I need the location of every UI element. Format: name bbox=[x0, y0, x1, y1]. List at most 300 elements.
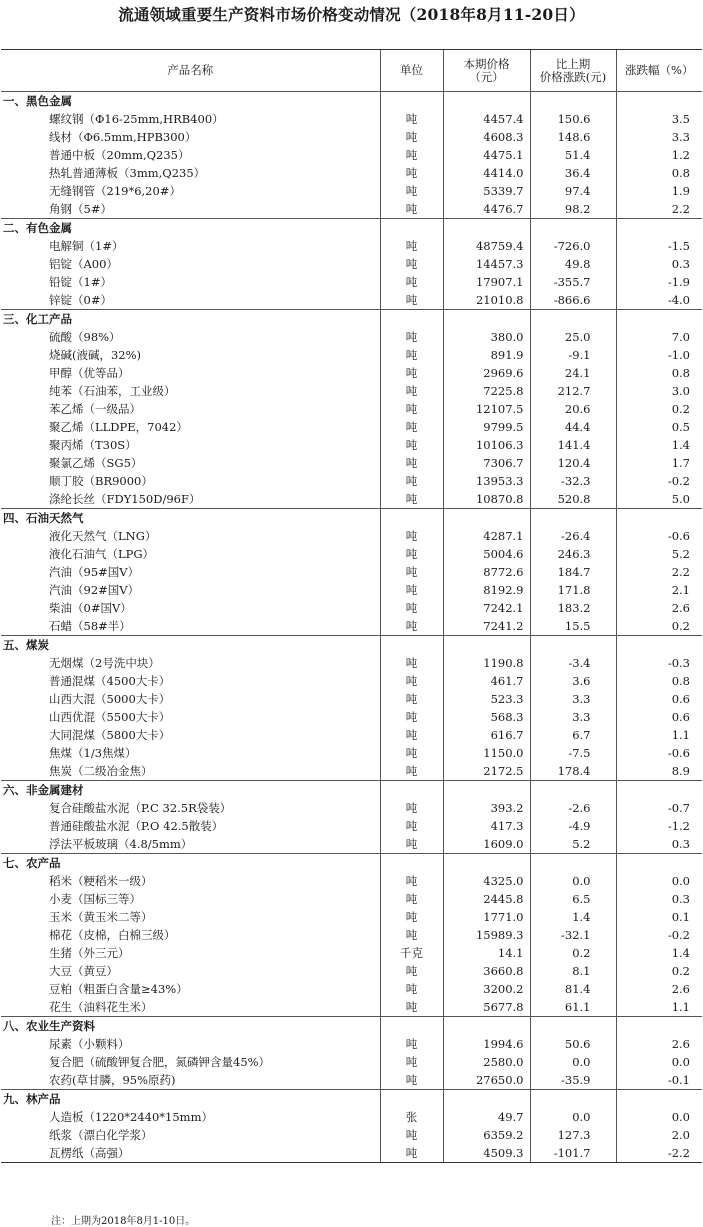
percent-cell: 0.6 bbox=[616, 708, 702, 726]
page-title: 流通领域重要生产资料市场价格变动情况（2018年8月11-20日） bbox=[118, 5, 585, 24]
unit-cell: 吨 bbox=[380, 273, 443, 291]
change-cell: 8.1 bbox=[530, 962, 616, 980]
unit-cell: 吨 bbox=[380, 563, 443, 581]
product-name: 复合硅酸盐水泥（P.C 32.5R袋装） bbox=[49, 801, 232, 815]
change-cell: 183.2 bbox=[530, 599, 616, 617]
price-cell: 4325.0 bbox=[443, 872, 530, 890]
table-row bbox=[1, 200, 702, 219]
product-name: 聚丙烯（T30S） bbox=[49, 438, 137, 452]
change-cell: -32.3 bbox=[530, 472, 616, 490]
table-row bbox=[1, 599, 702, 617]
unit-cell: 吨 bbox=[380, 690, 443, 708]
unit-cell: 吨 bbox=[380, 908, 443, 926]
percent-cell: 1.1 bbox=[616, 998, 702, 1017]
product-name: 聚氯乙烯（SG5） bbox=[49, 456, 143, 470]
empty-cell bbox=[530, 509, 616, 528]
price-cell: 4475.1 bbox=[443, 146, 530, 164]
price-cell: 6359.2 bbox=[443, 1126, 530, 1144]
table-row bbox=[1, 273, 702, 291]
percent-cell: 5.2 bbox=[616, 545, 702, 563]
empty-cell bbox=[616, 781, 702, 800]
table-row bbox=[1, 799, 702, 817]
change-cell: -726.0 bbox=[530, 237, 616, 255]
price-cell: 2172.5 bbox=[443, 762, 530, 781]
unit-cell: 吨 bbox=[380, 799, 443, 817]
table-row bbox=[1, 164, 702, 182]
price-cell: 14457.3 bbox=[443, 255, 530, 273]
percent-cell: 1.1 bbox=[616, 726, 702, 744]
empty-cell bbox=[380, 781, 443, 800]
unit-cell: 千克 bbox=[380, 944, 443, 962]
table-row bbox=[1, 708, 702, 726]
price-cell: 1994.6 bbox=[443, 1035, 530, 1053]
unit-cell: 吨 bbox=[380, 726, 443, 744]
category-row bbox=[1, 92, 702, 111]
product-name: 螺纹钢（Φ16-25mm,HRB400） bbox=[49, 112, 224, 126]
product-name: 柴油（0#国Ⅴ） bbox=[49, 601, 132, 615]
change-cell: 3.3 bbox=[530, 708, 616, 726]
price-cell: 4476.7 bbox=[443, 200, 530, 219]
product-name: 石蜡（58#半） bbox=[49, 619, 131, 633]
header-change-line2: 价格涨跌(元) bbox=[539, 69, 607, 84]
empty-cell bbox=[530, 219, 616, 238]
change-cell: 15.5 bbox=[530, 617, 616, 636]
change-cell: 98.2 bbox=[530, 200, 616, 219]
change-cell: 0.0 bbox=[530, 872, 616, 890]
category-name: 三、化工产品 bbox=[1, 310, 380, 329]
table-row bbox=[1, 744, 702, 762]
header-unit: 单位 bbox=[380, 50, 443, 92]
empty-cell bbox=[616, 1017, 702, 1036]
table-row bbox=[1, 364, 702, 382]
product-name: 稻米（粳稻米一级） bbox=[49, 874, 153, 888]
price-cell: 417.3 bbox=[443, 817, 530, 835]
category-name: 七、农产品 bbox=[1, 854, 380, 873]
empty-cell bbox=[380, 509, 443, 528]
price-cell: 4287.1 bbox=[443, 527, 530, 545]
change-cell: -2.6 bbox=[530, 799, 616, 817]
empty-cell bbox=[530, 854, 616, 873]
unit-cell: 吨 bbox=[380, 617, 443, 636]
empty-cell bbox=[530, 781, 616, 800]
change-cell: 184.7 bbox=[530, 563, 616, 581]
percent-cell: 5.0 bbox=[616, 490, 702, 509]
product-name: 涤纶长丝（FDY150D/96F） bbox=[49, 492, 201, 506]
empty-cell bbox=[443, 854, 530, 873]
change-cell: 1.4 bbox=[530, 908, 616, 926]
unit-cell: 吨 bbox=[380, 128, 443, 146]
empty-cell bbox=[616, 310, 702, 329]
price-cell: 523.3 bbox=[443, 690, 530, 708]
table-header-row bbox=[1, 50, 702, 92]
percent-cell: 1.4 bbox=[616, 944, 702, 962]
percent-cell: -2.2 bbox=[616, 1144, 702, 1163]
percent-cell: -0.2 bbox=[616, 926, 702, 944]
table-row bbox=[1, 237, 702, 255]
table-row bbox=[1, 1035, 702, 1053]
change-cell: -7.5 bbox=[530, 744, 616, 762]
product-name: 花生（油料花生米） bbox=[49, 1000, 153, 1014]
percent-cell: -0.1 bbox=[616, 1071, 702, 1090]
table-row bbox=[1, 128, 702, 146]
unit-cell: 吨 bbox=[380, 182, 443, 200]
change-cell: 212.7 bbox=[530, 382, 616, 400]
product-name: 普通混煤（4500大卡） bbox=[49, 674, 171, 688]
unit-cell: 吨 bbox=[380, 1053, 443, 1071]
table-row bbox=[1, 690, 702, 708]
table-row bbox=[1, 962, 702, 980]
table-row bbox=[1, 110, 702, 128]
product-name: 焦煤（1/3焦煤） bbox=[49, 746, 137, 760]
empty-cell bbox=[530, 310, 616, 329]
unit-cell: 吨 bbox=[380, 998, 443, 1017]
product-name: 普通硅酸盐水泥（P.O 42.5散装） bbox=[49, 819, 224, 833]
change-cell: 6.7 bbox=[530, 726, 616, 744]
percent-cell: 3.0 bbox=[616, 382, 702, 400]
percent-cell: 7.0 bbox=[616, 328, 702, 346]
table-row bbox=[1, 835, 702, 854]
empty-cell bbox=[443, 781, 530, 800]
unit-cell: 吨 bbox=[380, 291, 443, 310]
change-cell: 0.0 bbox=[530, 1053, 616, 1071]
product-name: 焦炭（二级冶金焦） bbox=[49, 764, 153, 778]
change-cell: -9.1 bbox=[530, 346, 616, 364]
empty-cell bbox=[616, 92, 702, 111]
percent-cell: 0.2 bbox=[616, 617, 702, 636]
change-cell: 36.4 bbox=[530, 164, 616, 182]
table-row bbox=[1, 1144, 702, 1163]
product-name: 纯苯（石油苯，工业级） bbox=[49, 384, 176, 398]
product-name: 大同混煤（5800大卡） bbox=[49, 728, 171, 742]
product-name: 铝锭（A00） bbox=[49, 257, 118, 271]
price-cell: 4414.0 bbox=[443, 164, 530, 182]
table-row bbox=[1, 944, 702, 962]
percent-cell: 0.1 bbox=[616, 908, 702, 926]
unit-cell: 张 bbox=[380, 1108, 443, 1126]
change-cell: -866.6 bbox=[530, 291, 616, 310]
empty-cell bbox=[380, 310, 443, 329]
table-row bbox=[1, 328, 702, 346]
table-row bbox=[1, 817, 702, 835]
table-row bbox=[1, 255, 702, 273]
unit-cell: 吨 bbox=[380, 400, 443, 418]
change-cell: 24.1 bbox=[530, 364, 616, 382]
empty-cell bbox=[530, 636, 616, 655]
unit-cell: 吨 bbox=[380, 581, 443, 599]
unit-cell: 吨 bbox=[380, 817, 443, 835]
table-row bbox=[1, 490, 702, 509]
price-cell: 3200.2 bbox=[443, 980, 530, 998]
price-cell: 7225.8 bbox=[443, 382, 530, 400]
price-cell: 12107.5 bbox=[443, 400, 530, 418]
percent-cell: 0.0 bbox=[616, 1053, 702, 1071]
change-cell: -32.1 bbox=[530, 926, 616, 944]
header-price bbox=[443, 50, 530, 92]
table-row bbox=[1, 762, 702, 781]
header-price-line1: 本期价格 bbox=[463, 56, 510, 71]
unit-cell: 吨 bbox=[380, 545, 443, 563]
table-row bbox=[1, 1126, 702, 1144]
product-name: 农药(草甘膦，95%原药) bbox=[49, 1073, 176, 1087]
product-name: 苯乙烯（一级品） bbox=[49, 402, 141, 416]
unit-cell: 吨 bbox=[380, 1144, 443, 1163]
percent-cell: 0.8 bbox=[616, 364, 702, 382]
table-row bbox=[1, 418, 702, 436]
price-cell: 2580.0 bbox=[443, 1053, 530, 1071]
table-row bbox=[1, 581, 702, 599]
price-cell: 13953.3 bbox=[443, 472, 530, 490]
percent-cell: 2.2 bbox=[616, 563, 702, 581]
unit-cell: 吨 bbox=[380, 708, 443, 726]
change-cell: 3.6 bbox=[530, 672, 616, 690]
header-change-line1: 比上期 bbox=[555, 56, 591, 71]
table-row bbox=[1, 382, 702, 400]
product-name: 浮法平板玻璃（4.8/5mm） bbox=[49, 837, 193, 851]
empty-cell bbox=[380, 1090, 443, 1109]
product-name: 液化石油气（LPG） bbox=[49, 547, 155, 561]
change-cell: 25.0 bbox=[530, 328, 616, 346]
price-cell: 1771.0 bbox=[443, 908, 530, 926]
product-name: 无烟煤（2号洗中块） bbox=[49, 656, 160, 670]
table-row bbox=[1, 980, 702, 998]
product-name: 热轧普通薄板（3mm,Q235） bbox=[49, 166, 206, 180]
percent-cell: -0.2 bbox=[616, 472, 702, 490]
category-name: 二、有色金属 bbox=[1, 219, 380, 238]
category-row bbox=[1, 854, 702, 873]
product-name: 纸浆（漂白化学浆） bbox=[49, 1128, 153, 1142]
percent-cell: 0.2 bbox=[616, 400, 702, 418]
percent-cell: 0.3 bbox=[616, 255, 702, 273]
price-cell: 3660.8 bbox=[443, 962, 530, 980]
percent-cell: -1.0 bbox=[616, 346, 702, 364]
price-cell: 1609.0 bbox=[443, 835, 530, 854]
product-name: 烧碱(液碱，32%) bbox=[49, 348, 142, 362]
category-row bbox=[1, 636, 702, 655]
price-cell: 1190.8 bbox=[443, 654, 530, 672]
empty-cell bbox=[380, 1017, 443, 1036]
table-row bbox=[1, 672, 702, 690]
percent-cell: -1.2 bbox=[616, 817, 702, 835]
table-row bbox=[1, 926, 702, 944]
change-cell: 171.8 bbox=[530, 581, 616, 599]
price-cell: 2969.6 bbox=[443, 364, 530, 382]
unit-cell: 吨 bbox=[380, 890, 443, 908]
price-cell: 7242.1 bbox=[443, 599, 530, 617]
unit-cell: 吨 bbox=[380, 1071, 443, 1090]
footnote: 注：上期为2018年8月1-10日。 bbox=[51, 1216, 196, 1227]
header-change bbox=[530, 50, 616, 92]
percent-cell: -0.6 bbox=[616, 527, 702, 545]
category-name: 一、黑色金属 bbox=[1, 92, 380, 111]
change-cell: 20.6 bbox=[530, 400, 616, 418]
unit-cell: 吨 bbox=[380, 744, 443, 762]
percent-cell: 0.0 bbox=[616, 1108, 702, 1126]
unit-cell: 吨 bbox=[380, 346, 443, 364]
percent-cell: 8.9 bbox=[616, 762, 702, 781]
percent-cell: 2.2 bbox=[616, 200, 702, 219]
product-name: 山西优混（5500大卡） bbox=[49, 710, 171, 724]
percent-cell: 2.1 bbox=[616, 581, 702, 599]
empty-cell bbox=[530, 1017, 616, 1036]
change-cell: 50.6 bbox=[530, 1035, 616, 1053]
empty-cell bbox=[443, 509, 530, 528]
empty-cell bbox=[380, 854, 443, 873]
percent-cell: 1.7 bbox=[616, 454, 702, 472]
empty-cell bbox=[616, 636, 702, 655]
product-name: 人造板（1220*2440*15mm） bbox=[49, 1110, 213, 1124]
price-cell: 8192.9 bbox=[443, 581, 530, 599]
product-name: 线材（Φ6.5mm,HPB300） bbox=[49, 130, 197, 144]
product-name: 铅锭（1#） bbox=[49, 275, 112, 289]
table-row bbox=[1, 527, 702, 545]
empty-cell bbox=[443, 1090, 530, 1109]
category-row bbox=[1, 1090, 702, 1109]
empty-cell bbox=[380, 636, 443, 655]
category-name: 五、煤炭 bbox=[1, 636, 380, 655]
change-cell: -35.9 bbox=[530, 1071, 616, 1090]
percent-cell: 1.9 bbox=[616, 182, 702, 200]
price-cell: 9799.5 bbox=[443, 418, 530, 436]
percent-cell: 2.6 bbox=[616, 980, 702, 998]
product-name: 玉米（黄玉米二等） bbox=[49, 910, 153, 924]
category-name: 八、农业生产资料 bbox=[1, 1017, 380, 1036]
product-name: 甲醇（优等品） bbox=[49, 366, 130, 380]
percent-cell: 0.8 bbox=[616, 672, 702, 690]
header-percent: 涨跌幅（%） bbox=[616, 50, 702, 92]
empty-cell bbox=[443, 310, 530, 329]
table-row bbox=[1, 182, 702, 200]
table-row bbox=[1, 146, 702, 164]
table-row bbox=[1, 1071, 702, 1090]
change-cell: 127.3 bbox=[530, 1126, 616, 1144]
unit-cell: 吨 bbox=[380, 146, 443, 164]
table-row bbox=[1, 654, 702, 672]
change-cell: 246.3 bbox=[530, 545, 616, 563]
empty-cell bbox=[443, 219, 530, 238]
price-cell: 7306.7 bbox=[443, 454, 530, 472]
table-row bbox=[1, 291, 702, 310]
percent-cell: 0.2 bbox=[616, 962, 702, 980]
change-cell: -3.4 bbox=[530, 654, 616, 672]
category-row bbox=[1, 219, 702, 238]
category-row bbox=[1, 310, 702, 329]
change-cell: 61.1 bbox=[530, 998, 616, 1017]
change-cell: 150.6 bbox=[530, 110, 616, 128]
category-name: 四、石油天然气 bbox=[1, 509, 380, 528]
price-cell: 393.2 bbox=[443, 799, 530, 817]
table-row bbox=[1, 472, 702, 490]
unit-cell: 吨 bbox=[380, 472, 443, 490]
change-cell: -26.4 bbox=[530, 527, 616, 545]
category-row bbox=[1, 781, 702, 800]
unit-cell: 吨 bbox=[380, 364, 443, 382]
percent-cell: 2.6 bbox=[616, 1035, 702, 1053]
product-name: 豆粕（粗蛋白含量≥43%） bbox=[49, 982, 188, 996]
empty-cell bbox=[443, 636, 530, 655]
product-name: 山西大混（5000大卡） bbox=[49, 692, 171, 706]
percent-cell: -1.9 bbox=[616, 273, 702, 291]
price-cell: 5677.8 bbox=[443, 998, 530, 1017]
percent-cell: 0.5 bbox=[616, 418, 702, 436]
percent-cell: -0.6 bbox=[616, 744, 702, 762]
table-row bbox=[1, 1053, 702, 1071]
empty-cell bbox=[380, 219, 443, 238]
category-name: 六、非金属建材 bbox=[1, 781, 380, 800]
product-name: 顺丁胶（BR9000） bbox=[49, 474, 153, 488]
change-cell: 141.4 bbox=[530, 436, 616, 454]
change-cell: 5.2 bbox=[530, 835, 616, 854]
change-cell: 44.4 bbox=[530, 418, 616, 436]
product-name: 普通中板（20mm,Q235） bbox=[49, 148, 190, 162]
product-name: 大豆（黄豆） bbox=[49, 964, 118, 978]
table-row bbox=[1, 545, 702, 563]
percent-cell: 1.2 bbox=[616, 146, 702, 164]
price-cell: 5004.6 bbox=[443, 545, 530, 563]
empty-cell bbox=[380, 92, 443, 111]
table-row bbox=[1, 872, 702, 890]
price-table bbox=[1, 49, 702, 1163]
unit-cell: 吨 bbox=[380, 255, 443, 273]
percent-cell: -1.5 bbox=[616, 237, 702, 255]
header-product-name: 产品名称 bbox=[1, 50, 380, 92]
price-cell: 4509.3 bbox=[443, 1144, 530, 1163]
table-row bbox=[1, 726, 702, 744]
change-cell: -4.9 bbox=[530, 817, 616, 835]
price-cell: 8772.6 bbox=[443, 563, 530, 581]
change-cell: 49.8 bbox=[530, 255, 616, 273]
table-row bbox=[1, 563, 702, 581]
header-price-line2: （元） bbox=[469, 69, 504, 84]
unit-cell: 吨 bbox=[380, 200, 443, 219]
empty-cell bbox=[616, 854, 702, 873]
product-name: 硫酸（98%） bbox=[49, 330, 121, 344]
product-name: 锌锭（0#） bbox=[49, 293, 112, 307]
percent-cell: 2.0 bbox=[616, 1126, 702, 1144]
table-row bbox=[1, 454, 702, 472]
product-name: 瓦楞纸（高强） bbox=[1, 1144, 380, 1163]
percent-cell: 3.5 bbox=[616, 110, 702, 128]
unit-cell: 吨 bbox=[380, 962, 443, 980]
price-cell: 4608.3 bbox=[443, 128, 530, 146]
table-row bbox=[1, 908, 702, 926]
product-name: 尿素（小颗料） bbox=[49, 1037, 130, 1051]
percent-cell: 0.3 bbox=[616, 890, 702, 908]
unit-cell: 吨 bbox=[380, 654, 443, 672]
change-cell: 97.4 bbox=[530, 182, 616, 200]
percent-cell: 0.6 bbox=[616, 690, 702, 708]
change-cell: 6.5 bbox=[530, 890, 616, 908]
product-name: 棉花（皮棉，白棉三级） bbox=[49, 928, 176, 942]
product-name: 小麦（国标三等） bbox=[49, 892, 141, 906]
price-cell: 10870.8 bbox=[443, 490, 530, 509]
product-name: 汽油（95#国Ⅴ） bbox=[49, 565, 140, 579]
price-cell: 48759.4 bbox=[443, 237, 530, 255]
price-cell: 461.7 bbox=[443, 672, 530, 690]
percent-cell: 1.4 bbox=[616, 436, 702, 454]
unit-cell: 吨 bbox=[380, 1035, 443, 1053]
product-name: 复合肥（硫酸钾复合肥，氮磷钾含量45%） bbox=[49, 1055, 271, 1069]
price-cell: 5339.7 bbox=[443, 182, 530, 200]
price-cell: 10106.3 bbox=[443, 436, 530, 454]
empty-cell bbox=[616, 219, 702, 238]
product-name: 汽油（92#国Ⅴ） bbox=[49, 583, 140, 597]
product-name: 角钢（5#） bbox=[49, 202, 112, 216]
price-cell: 15989.3 bbox=[443, 926, 530, 944]
price-cell: 2445.8 bbox=[443, 890, 530, 908]
unit-cell: 吨 bbox=[380, 872, 443, 890]
change-cell: 0.0 bbox=[530, 1108, 616, 1126]
percent-cell: 0.0 bbox=[616, 872, 702, 890]
